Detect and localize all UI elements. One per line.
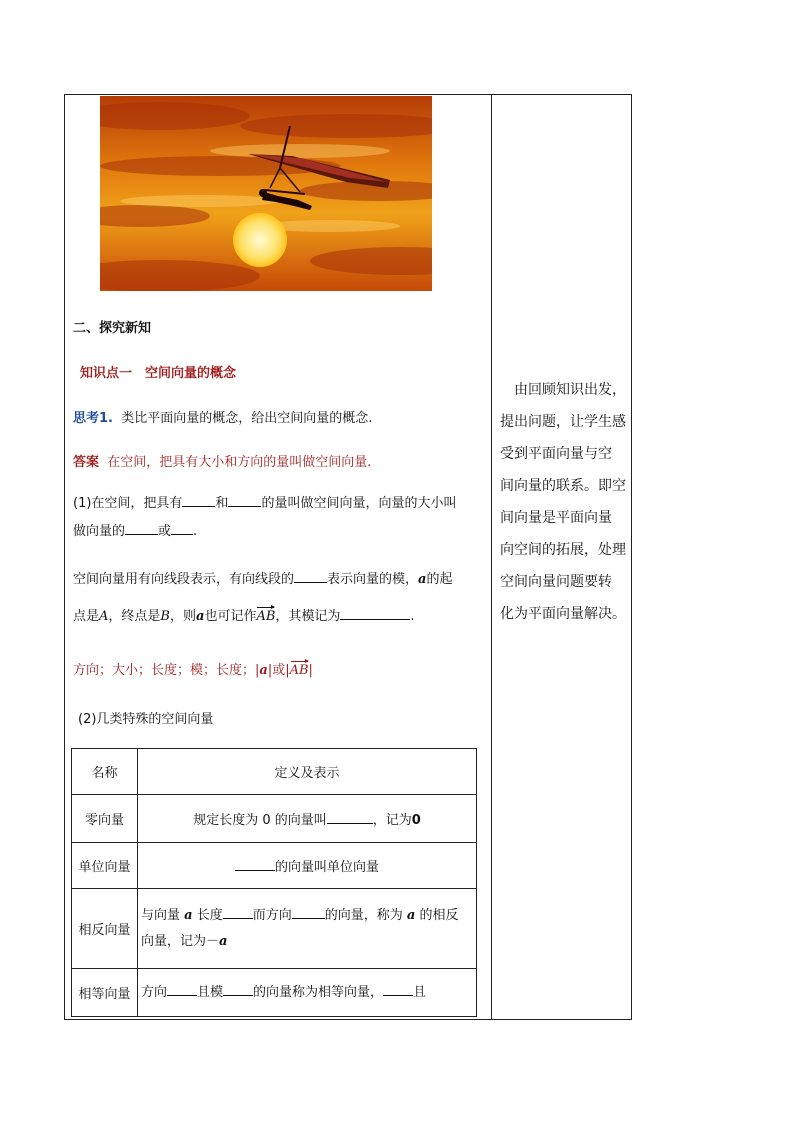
- note-line: 化为平面向量解决。: [500, 606, 626, 622]
- vector-a: a: [259, 663, 268, 678]
- item1-line2-b: 或: [158, 524, 172, 539]
- blank: [223, 906, 253, 919]
- knowledge-point-title: 知识点一 空间向量的概念: [80, 366, 237, 381]
- vector-ab: AB: [256, 609, 276, 624]
- fill-answer-end: |: [308, 663, 313, 678]
- item1-line2-c: .: [193, 524, 198, 539]
- eq-text-a: 方向: [141, 984, 168, 1000]
- header-name: 名称: [72, 749, 138, 795]
- table-header-row: [72, 749, 477, 795]
- item1-text-b: 和: [215, 496, 229, 511]
- blank: [383, 983, 413, 996]
- blank: [228, 494, 261, 507]
- teaching-note: [500, 374, 630, 630]
- repr-text-b: 表示向量的模，: [327, 572, 419, 587]
- blank: [182, 494, 215, 507]
- blank: [171, 522, 193, 535]
- fill-answer-mid: |或|: [267, 663, 290, 678]
- section-heading: 二、探究新知: [73, 321, 152, 336]
- item1-line1: [73, 494, 456, 512]
- blank: [167, 983, 197, 996]
- note-line: 向空间的拓展，处理: [500, 542, 626, 558]
- table-row: [72, 969, 477, 1017]
- row-definition: [138, 795, 477, 843]
- repr-text-g: 也可记作: [204, 609, 257, 624]
- repr-line2: [73, 607, 415, 625]
- answer-line: [73, 455, 371, 471]
- opp-text-a: 与向量: [141, 907, 181, 923]
- row-definition: [138, 969, 477, 1017]
- repr-text-a: 空间向量用有向线段表示，有向线段的: [73, 572, 295, 587]
- item1-line2: [73, 522, 197, 540]
- opp-text-b: 长度: [196, 907, 223, 923]
- column-divider: [491, 94, 492, 1020]
- eq-text-b: 且模: [197, 984, 224, 1000]
- blank: [340, 607, 410, 620]
- point-b: B: [160, 609, 170, 624]
- blank: [294, 570, 327, 583]
- repr-text-i: .: [410, 609, 415, 624]
- note-line: 间向量是平面向量: [500, 510, 612, 526]
- row-name: 相等向量: [72, 969, 138, 1017]
- note-line: 提出问题，让学生感: [500, 414, 626, 430]
- think-label: 思考1.: [73, 411, 113, 426]
- blank: [292, 906, 325, 919]
- repr-text-f: ，则: [169, 609, 196, 624]
- repr-text-d: 点是: [73, 609, 100, 624]
- repr-text-c: 的起: [426, 572, 453, 587]
- blank: [327, 811, 373, 824]
- zero-text-b: ，记为: [372, 813, 412, 828]
- table-row: [72, 889, 477, 969]
- vector-a: a: [418, 572, 427, 587]
- blank: [223, 983, 253, 996]
- special-vectors-table: [71, 748, 477, 1017]
- zero-text-a: 规定长度为 0 的向量叫: [193, 813, 327, 828]
- table-row: [72, 795, 477, 843]
- row-name: 相反向量: [72, 889, 138, 969]
- opp-text-c: 而方向: [252, 907, 292, 923]
- repr-text-e: ，终点是: [108, 609, 161, 624]
- think-question: [73, 411, 372, 427]
- item1-line2-a: 做向量的: [73, 524, 126, 539]
- note-line: 由回顾知识出发，: [500, 382, 626, 398]
- row-definition: [138, 889, 477, 969]
- opp-line2: 向量，记为－: [141, 933, 220, 949]
- item2-heading: (2)几类特殊的空间向量: [78, 712, 214, 727]
- repr-line1: [73, 570, 452, 588]
- header-definition: 定义及表示: [138, 749, 477, 795]
- hang-glider-sunset-image: [100, 96, 432, 291]
- opp-text-d: 的向量，称为: [324, 907, 403, 923]
- vector-a: a: [184, 907, 193, 923]
- vector-a: a: [406, 907, 416, 923]
- note-line: 空间向量问题要转: [500, 574, 612, 590]
- row-name: 零向量: [72, 795, 138, 843]
- table-row: [72, 843, 477, 889]
- note-line: 受到平面向量与空: [500, 446, 612, 462]
- think-text: 类比平面向量的概念，给出空间向量的概念.: [121, 411, 373, 426]
- fill-answers: [73, 663, 313, 679]
- row-definition: [138, 843, 477, 889]
- blank: [235, 858, 275, 871]
- opp-text-e: 的相反: [419, 907, 459, 923]
- eq-text-c: 的向量称为相等向量，: [253, 984, 384, 1000]
- answer-text: 在空间，把具有大小和方向的量叫做空间向量.: [107, 455, 372, 470]
- eq-text-d: 且: [413, 984, 427, 1000]
- fill-answer-text: 方向；大小；长度；模；长度；|: [73, 663, 260, 678]
- item1-text-a: (1)在空间，把具有: [73, 496, 183, 511]
- item1-text-c: 的量叫做空间向量，向量的大小叫: [261, 496, 457, 511]
- note-line: 间向量的联系。即空: [500, 478, 626, 494]
- answer-label: 答案: [73, 455, 100, 470]
- zero-symbol: 0: [411, 813, 421, 828]
- vector-a: a: [219, 933, 228, 949]
- vector-a: a: [196, 609, 205, 624]
- unit-text-a: 的向量叫单位向量: [274, 860, 379, 875]
- vector-ab: AB: [289, 663, 309, 678]
- repr-text-h: ，其模记为: [275, 609, 341, 624]
- row-name: 单位向量: [72, 843, 138, 889]
- blank: [125, 522, 158, 535]
- point-a: A: [99, 609, 109, 624]
